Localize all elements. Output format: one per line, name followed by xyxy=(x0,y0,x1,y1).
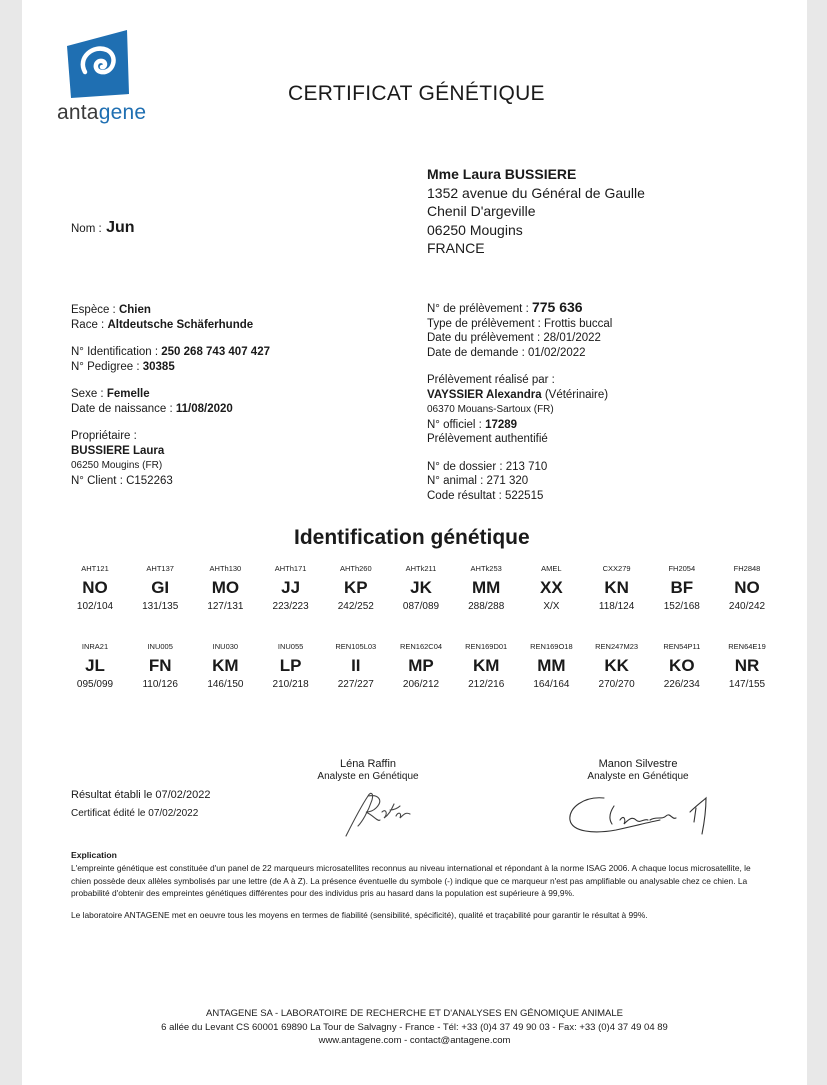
sample-info xyxy=(427,300,612,503)
right-signature-icon xyxy=(564,790,719,842)
result-date: Résultat établi le 07/02/2022 xyxy=(71,789,211,801)
vet-ville: 06370 Mouans-Sartoux (FR) xyxy=(427,404,554,415)
marker-alleles: 147/155 xyxy=(728,679,766,690)
pedigree-row xyxy=(71,360,270,375)
marker-name: AHTh171 xyxy=(274,564,307,573)
marker-name: REN105L03 xyxy=(335,642,377,651)
marker-alleles: X/X xyxy=(543,601,560,612)
marker-cell xyxy=(324,564,388,614)
marker-alleles: 152/168 xyxy=(663,601,700,612)
recipient-line: 1352 avenue du Général de Gaulle xyxy=(427,184,645,201)
proprietaire-label: Propriétaire : xyxy=(71,430,137,442)
demande-date: Date de demande : 01/02/2022 xyxy=(427,346,586,359)
identification-row xyxy=(71,345,270,360)
realise-par-label: Prélèvement réalisé par : xyxy=(427,374,555,386)
marker-code: JL xyxy=(85,656,105,675)
recipient-line: FRANCE xyxy=(427,240,485,256)
brand-suffix: gene xyxy=(98,101,147,124)
officiel-label: N° officiel : xyxy=(427,418,482,431)
left-signature-icon xyxy=(338,786,418,842)
marker-alleles: 227/227 xyxy=(337,679,374,690)
brand-prefix: anta xyxy=(57,101,99,124)
sexe-value: Femelle xyxy=(106,388,150,400)
marker-alleles: 110/126 xyxy=(142,679,178,690)
marker-code: NO xyxy=(82,578,108,597)
marker-alleles: 206/212 xyxy=(402,679,440,690)
prelevement-label: N° de prélèvement : xyxy=(427,303,529,315)
marker-cell xyxy=(454,642,518,692)
marker-name: AHT121 xyxy=(81,564,109,573)
prelevement-number: 775 636 xyxy=(531,299,583,315)
marker-cell xyxy=(650,642,714,692)
animal-name: Jun xyxy=(106,219,135,236)
officiel-row xyxy=(427,418,612,433)
marker-alleles: 288/288 xyxy=(468,601,505,612)
marker-alleles: 210/218 xyxy=(272,679,309,690)
sexe-row xyxy=(71,387,270,402)
marker-cell xyxy=(715,564,779,614)
marker-cell xyxy=(715,642,779,692)
laboratoire-note: Le laboratoire ANTAGENE met en oeuvre tous les moyens en termes de fiabilité (sensibilité, spécificité), qualité et traçabilité pour garantir le résultat à 99%. xyxy=(71,910,648,920)
right-signatory xyxy=(578,758,698,782)
marker-code: NO xyxy=(734,578,760,597)
explication-title: Explication xyxy=(71,850,117,860)
footer-address: 6 allée du Levant CS 60001 69890 La Tour de Salvagny - France - Tél: +33 (0)4 37 49 90 03 - Fax: +33 (0)4 37 49 04 89 xyxy=(161,1021,668,1033)
naissance-row xyxy=(71,402,270,417)
marker-alleles: 087/089 xyxy=(402,601,440,612)
identification-label: N° Identification : xyxy=(71,346,159,358)
marker-name: AHTh260 xyxy=(339,564,372,573)
authentique-note: Prélèvement authentifié xyxy=(427,433,548,445)
animal-number: N° animal : 271 320 xyxy=(427,475,529,487)
animal-name-row xyxy=(71,219,135,237)
identification-value: 250 268 743 407 427 xyxy=(161,346,270,358)
certificate-page xyxy=(22,0,807,1085)
marker-alleles: 240/242 xyxy=(728,601,766,612)
recipient-line: Chenil D'argeville xyxy=(427,203,536,219)
marker-alleles: 127/131 xyxy=(207,601,244,612)
marker-code: GI xyxy=(151,578,170,597)
left-signatory xyxy=(308,758,428,782)
marker-name: CXX279 xyxy=(602,564,631,573)
marker-name: AHTk211 xyxy=(405,564,437,573)
marker-alleles: 226/234 xyxy=(663,679,700,690)
vet-role: (Vétérinaire) xyxy=(541,388,609,401)
marker-cell xyxy=(63,642,127,692)
marker-alleles: 118/124 xyxy=(598,601,635,612)
marker-alleles: 102/104 xyxy=(76,601,114,612)
marker-code: BF xyxy=(670,578,694,597)
section-title: Identification génétique xyxy=(294,526,530,549)
marker-alleles: 095/099 xyxy=(76,679,114,690)
marker-cell xyxy=(519,564,583,614)
espece-row xyxy=(71,303,270,318)
marker-name: REN169D01 xyxy=(465,642,508,651)
marker-code: KN xyxy=(604,578,629,597)
prelevement-type: Type de prélèvement : Frottis buccal xyxy=(427,317,613,330)
right-signatory-role: Analyste en Génétique xyxy=(587,771,689,782)
marker-name: REN64E19 xyxy=(728,642,766,651)
proprietaire-value: BUSSIERE Laura xyxy=(71,444,165,457)
code-resultat: Code résultat : 522515 xyxy=(427,489,544,502)
pedigree-label: N° Pedigree : xyxy=(71,360,140,373)
race-label: Race : xyxy=(71,318,105,331)
antagene-logo-icon xyxy=(63,28,135,100)
proprietaire-ville: 06250 Mougins (FR) xyxy=(71,460,163,471)
race-value: Altdeutsche Schäferhunde xyxy=(107,318,254,331)
edit-date: Certificat édité le 07/02/2022 xyxy=(71,808,199,819)
prelevement-date: Date du prélèvement : 28/01/2022 xyxy=(427,332,601,344)
marker-cell xyxy=(389,564,453,614)
client-number: N° Client : C152263 xyxy=(71,474,173,487)
marker-code: JK xyxy=(410,578,432,597)
officiel-value: 17289 xyxy=(485,418,518,431)
naissance-label: Date de naissance : xyxy=(71,402,173,415)
right-signatory-name: Manon Silvestre xyxy=(598,758,678,770)
vet-row xyxy=(427,388,612,403)
vet-name: VAYSSIER Alexandra xyxy=(427,388,542,401)
marker-code: KO xyxy=(669,656,695,675)
marker-code: KM xyxy=(212,656,239,675)
marker-code: KK xyxy=(604,656,629,675)
marker-cell xyxy=(519,642,583,692)
prelevement-row xyxy=(427,300,612,317)
marker-alleles: 212/216 xyxy=(468,679,505,690)
marker-code: LP xyxy=(279,656,302,675)
marker-code: FN xyxy=(148,656,172,675)
espece-label: Espèce : xyxy=(71,304,116,316)
marker-alleles: 270/270 xyxy=(598,679,635,690)
marker-name: AHTh130 xyxy=(209,564,242,573)
marker-name: REN247M23 xyxy=(595,642,639,651)
marker-code: XX xyxy=(540,578,563,597)
marker-code: NR xyxy=(734,656,760,675)
dossier-number: N° de dossier : 213 710 xyxy=(427,460,548,473)
marker-name: AHT137 xyxy=(146,564,174,573)
marker-code: KM xyxy=(472,656,500,675)
marker-alleles: 223/223 xyxy=(272,601,309,612)
recipient-line: 06250 Mougins xyxy=(427,221,523,238)
footer-contact: www.antagene.com - contact@antagene.com xyxy=(318,1035,511,1046)
marker-code: MM xyxy=(472,578,501,597)
document-title: CERTIFICAT GÉNÉTIQUE xyxy=(288,82,545,105)
marker-name: INRA21 xyxy=(81,642,109,651)
marker-name: INU030 xyxy=(212,642,239,651)
marker-name: REN169O18 xyxy=(530,642,573,651)
marker-code: MO xyxy=(211,578,240,597)
left-signatory-role: Analyste en Génétique xyxy=(317,771,419,782)
marker-name: FH2054 xyxy=(668,564,696,573)
marker-cell xyxy=(454,564,518,614)
naissance-value: 11/08/2020 xyxy=(175,402,233,415)
footer-company: ANTAGENE SA - LABORATOIRE DE RECHERCHE ET D'ANALYSES EN GÉNOMIQUE ANIMALE xyxy=(206,1008,623,1019)
left-signatory-name: Léna Raffin xyxy=(339,758,397,770)
marker-cell xyxy=(128,564,192,614)
marker-name: REN54P11 xyxy=(663,642,701,651)
marker-cell xyxy=(389,642,453,692)
marker-cell xyxy=(193,642,257,692)
marker-name: INU055 xyxy=(277,642,304,651)
marker-alleles: 242/252 xyxy=(337,601,374,612)
animal-name-label: Nom : xyxy=(71,223,102,235)
marker-alleles: 131/135 xyxy=(142,601,179,612)
animal-info xyxy=(71,303,270,488)
marker-cell xyxy=(324,642,388,692)
footer xyxy=(22,1007,807,1048)
marker-cell xyxy=(650,564,714,614)
marker-code: II xyxy=(351,656,361,675)
pedigree-value: 30385 xyxy=(142,360,175,373)
marker-name: AHTk253 xyxy=(470,564,502,573)
explication-text: L'empreinte génétique est constituée d'un panel de 22 marqueurs microsatellites reconnus au niveau international et répondant à la norme ISAG 2006. A chaque locus microsatellite, le chien possède deux allèles symbolisés par une lettre (de A à Z). La présence éventuelle du symbole (-) indique que ce marqueur n'est pas amplifiable ou analysable chez ce chien. La probabilité d'obtenir des empreintes génétiques différentes pour des individus pris au hasard dans la population est supérieure à 99,9%. xyxy=(71,863,751,898)
marker-cell xyxy=(193,564,257,614)
marker-alleles: 164/164 xyxy=(533,679,570,690)
marker-name: INU005 xyxy=(147,642,173,651)
marker-cell xyxy=(128,642,192,692)
marker-code: MM xyxy=(537,656,566,675)
race-row xyxy=(71,318,270,333)
marker-name: FH2848 xyxy=(733,564,761,573)
brand-name xyxy=(57,101,146,125)
marker-cell xyxy=(259,642,323,692)
marker-cell xyxy=(63,564,127,614)
marker-name: REN162C04 xyxy=(399,642,443,651)
marker-alleles: 146/150 xyxy=(207,679,244,690)
espece-value: Chien xyxy=(118,304,151,316)
sexe-label: Sexe : xyxy=(71,388,104,400)
marker-cell xyxy=(259,564,323,614)
marker-code: KP xyxy=(343,578,368,597)
marker-cell xyxy=(585,564,649,614)
recipient-name: Mme Laura BUSSIERE xyxy=(427,166,577,182)
recipient-address xyxy=(427,165,645,258)
marker-code: JJ xyxy=(281,578,301,597)
marker-cell xyxy=(585,642,649,692)
marker-code: MP xyxy=(408,656,434,675)
marker-name: AMEL xyxy=(541,564,562,573)
